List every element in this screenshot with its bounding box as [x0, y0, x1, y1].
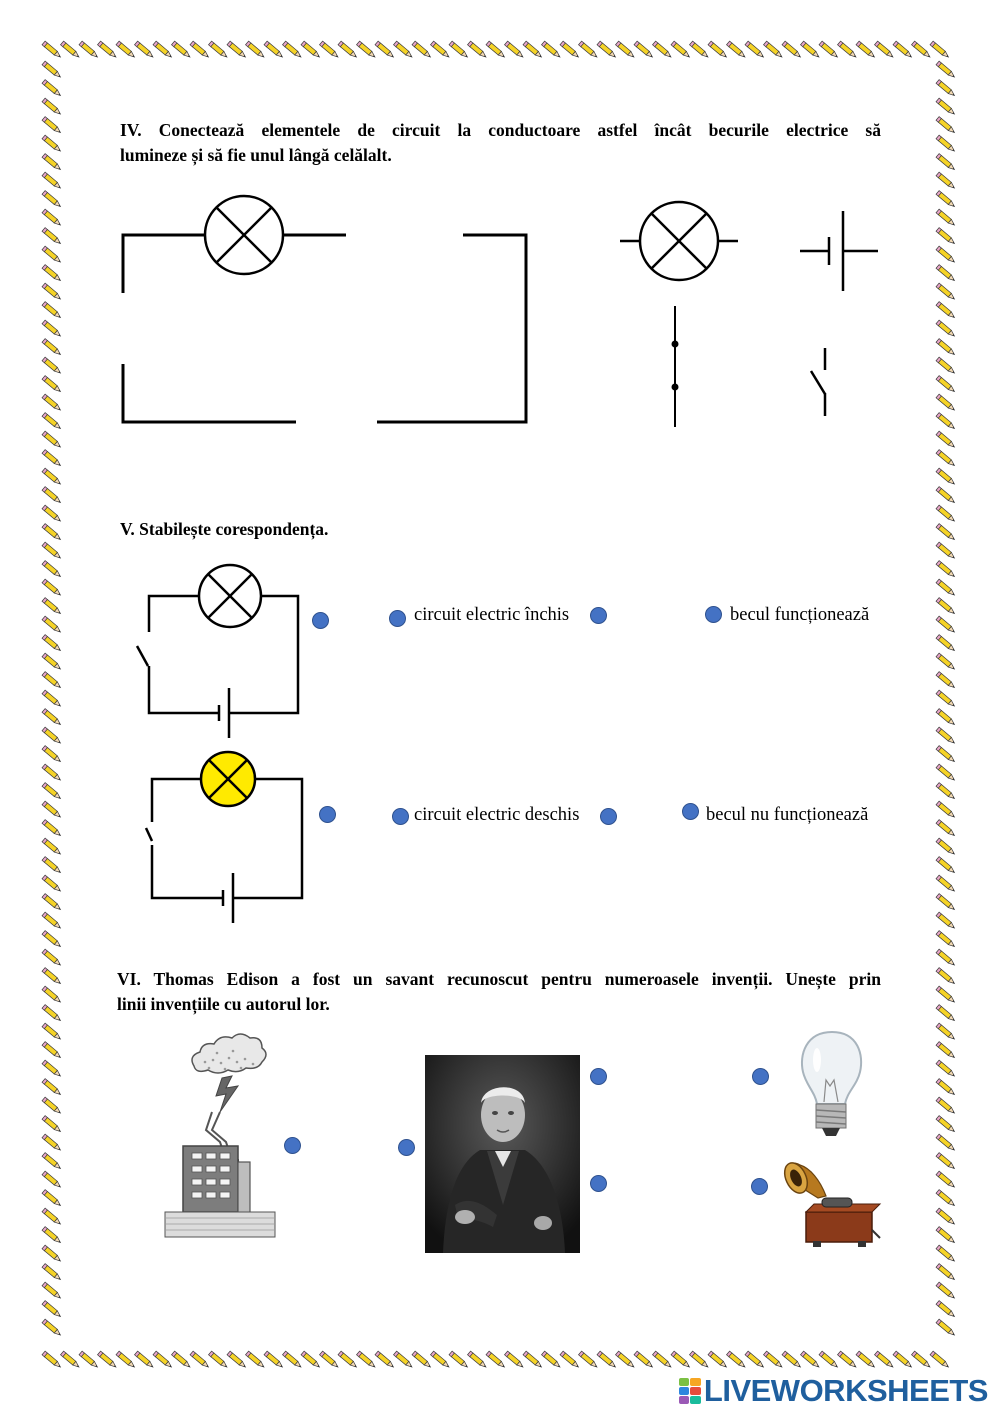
switch-contact [672, 341, 679, 348]
match-dot[interactable] [398, 1139, 415, 1156]
liveworksheets-logo [679, 1374, 988, 1408]
power-plant-illustration [165, 1034, 275, 1237]
battery-component [800, 211, 878, 291]
match-dot[interactable] [600, 808, 617, 825]
light-bulb-illustration [802, 1032, 861, 1136]
match-dot[interactable] [590, 1175, 607, 1192]
match-dot[interactable] [319, 806, 336, 823]
label-bulb-not-working: becul nu funcționează [706, 805, 869, 825]
open-circuit-frame [123, 235, 526, 422]
match-dot[interactable] [590, 607, 607, 624]
logo-text: LIVEWORKSHEETS [703, 1373, 988, 1408]
logo-mark-icon [679, 1378, 701, 1404]
match-dot[interactable] [705, 606, 722, 623]
section-vi-line-2: linii invențiile cu autorul lor. [117, 994, 330, 1014]
match-dot[interactable] [284, 1137, 301, 1154]
section-iv-line-1: IV. Conectează elementele de circuit la conductoare astfel încât becurile electrice să [120, 120, 881, 140]
closed-circuit-diagram [137, 565, 298, 738]
open-switch-component [811, 348, 825, 416]
label-closed-circuit: circuit electric închis [414, 605, 570, 625]
match-dot[interactable] [752, 1068, 769, 1085]
match-dot[interactable] [682, 803, 699, 820]
match-dot[interactable] [751, 1178, 768, 1195]
phonograph-illustration [780, 1159, 880, 1247]
match-dot[interactable] [389, 610, 406, 627]
switch-contact [672, 384, 679, 391]
label-open-circuit: circuit electric deschis [414, 805, 580, 825]
match-dot[interactable] [312, 612, 329, 629]
match-dot[interactable] [590, 1068, 607, 1085]
section-vi-line-1: VI. Thomas Edison a fost un savant recunoscut pentru numeroasele invenții. Unește prin [117, 969, 881, 989]
lamp-symbol [205, 196, 283, 274]
match-dot[interactable] [392, 808, 409, 825]
lamp-component [620, 202, 738, 280]
section-iv-line-2: lumineze și să fie unul lângă celălalt. [120, 145, 392, 165]
label-bulb-works: becul funcționează [730, 605, 870, 625]
section-v-title: V. Stabilește corespondența. [120, 519, 329, 539]
thomas-edison-photo [425, 1055, 580, 1253]
open-circuit-diagram [146, 752, 302, 923]
